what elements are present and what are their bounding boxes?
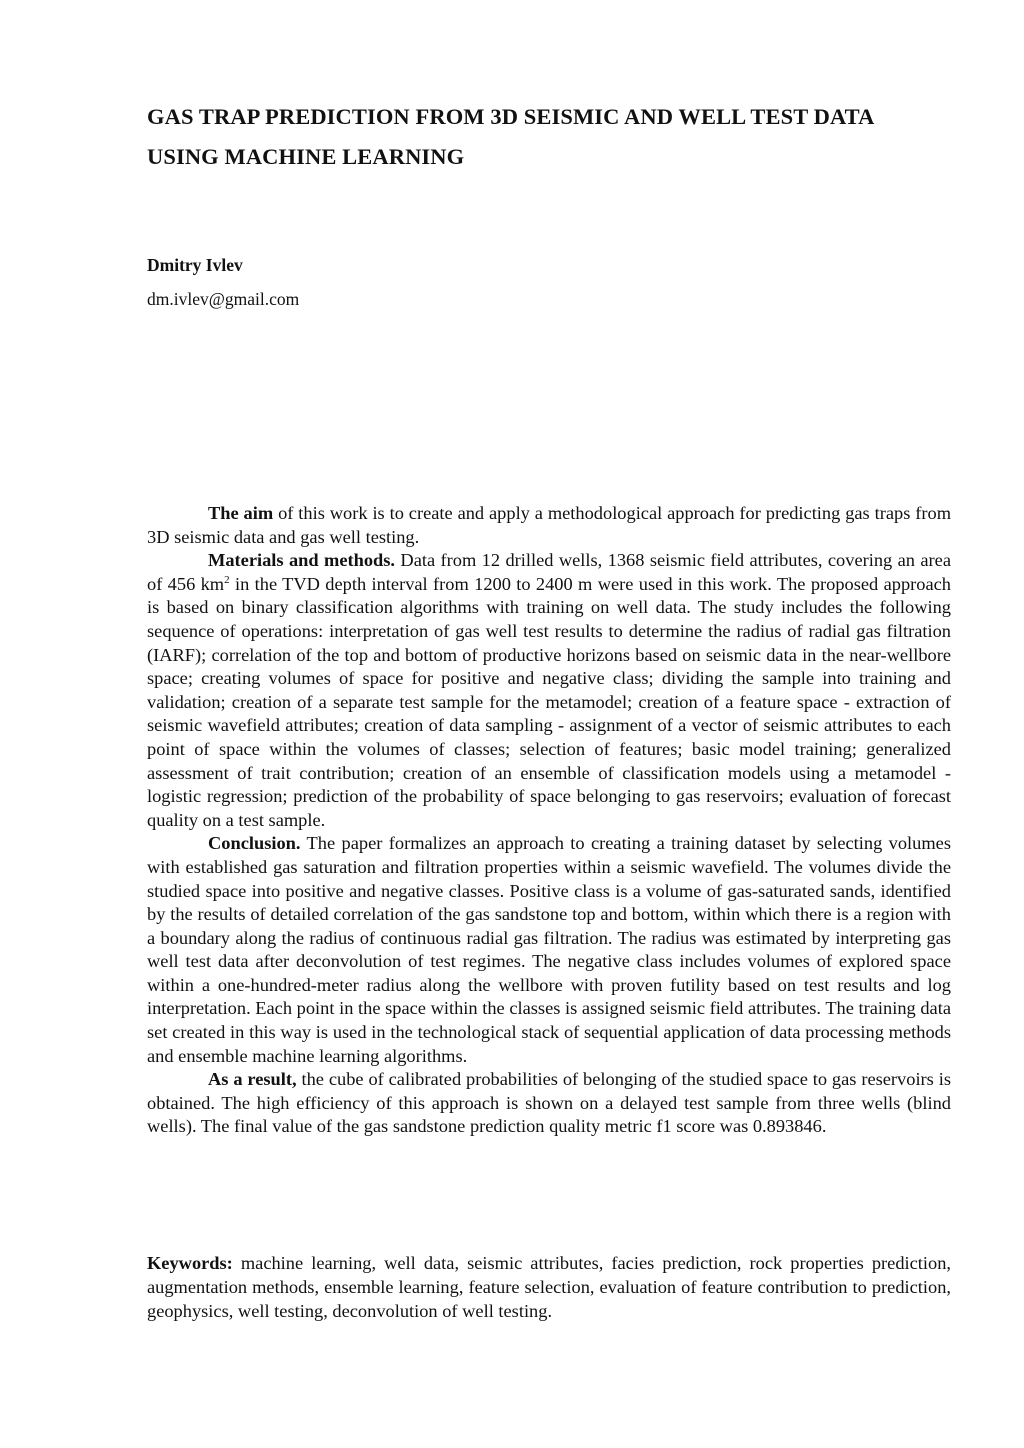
methods-label: Materials and methods. [208, 550, 396, 571]
author-email: dm.ivlev@gmail.com [147, 289, 300, 309]
aim-text: of this work is to create and apply a methodological approach for predicting gas traps from 3D seismic data and gas well testing. [147, 503, 951, 547]
paper-title [147, 97, 947, 177]
conclusion-text: The paper formalizes an approach to creating a training dataset by selecting volumes with established gas saturation and filtration properties within a seismic wavefield. The volumes divide the studied space into positive and negative classes. Positive class is a volume of gas-saturated sands, identified by the results of detailed correlation of the gas sandstone top and bottom, within which there is a region with a boundary along the radius of continuous radial gas filtration. The radius was estimated by interpreting gas well test data after deconvolution of test regimes. The negative class includes volumes of explored space within a one-hundred-meter radius along the wellbore with proven futility based on test results and log interpretation. Each point in the space within the classes is assigned seismic field attributes. The training data set created in this way is used in the technological stack of sequential application of data processing methods and ensemble machine learning algorithms. [147, 833, 951, 1066]
methods-paragraph [147, 549, 951, 832]
aim-paragraph [147, 502, 951, 549]
keywords-paragraph [147, 1251, 951, 1323]
keywords-label: Keywords: [147, 1253, 233, 1273]
abstract [147, 502, 951, 1139]
area-unit-superscript: 2 [224, 573, 230, 586]
conclusion-paragraph [147, 832, 951, 1068]
methods-text-before-sup: Data from 12 drilled wells, 1368 seismic field attributes, covering an area of 456 km [147, 550, 951, 594]
methods-text-after-sup: in the TVD depth interval from 1200 to 2400 m were used in this work. The proposed approach is based on binary classification algorithms with training on well data. The study includes the following sequence of operations: interpretation of gas well test results to determine the radius of radial gas filtration (IARF); correlation of the top and bottom of productive horizons based on seismic data in the near-wellbore space; creating volumes of space for positive and negative class; dividing the sample into training and validation; creation of a separate test sample for the metamodel; creation of a feature space - extraction of seismic wavefield attributes; creation of data sampling - assignment of a vector of seismic attributes to each point of space within the volumes of classes; selection of features; basic model training; generalized assessment of trait contribution; creation of an ensemble of classification models using a metamodel - logistic regression; prediction of the probability of space belonging to gas reservoirs; evaluation of forecast quality on a test sample. [147, 573, 951, 830]
conclusion-label: Conclusion. [208, 833, 301, 854]
result-text: the cube of calibrated probabilities of belonging of the studied space to gas reservoirs is obtained. The high efficiency of this approach is shown on a delayed test sample from three wells (blind wells). The final value of the gas sandstone prediction quality metric f1 score was 0.893846. [147, 1069, 951, 1137]
keywords-text: machine learning, well data, seismic attributes, facies prediction, rock properties prediction, augmentation methods, ensemble learning, feature selection, evaluation of feature contribution to prediction, geophysics, well testing, deconvolution of well testing. [147, 1253, 951, 1321]
result-paragraph [147, 1068, 951, 1139]
author-name: Dmitry Ivlev [147, 255, 243, 275]
result-label: As a result, [208, 1069, 297, 1090]
aim-label: The aim [208, 503, 274, 523]
paper-title-line-1: GAS TRAP PREDICTION FROM 3D SEISMIC AND WELL TEST DATA [147, 104, 875, 129]
paper-title-line-2: USING MACHINE LEARNING [147, 144, 465, 169]
